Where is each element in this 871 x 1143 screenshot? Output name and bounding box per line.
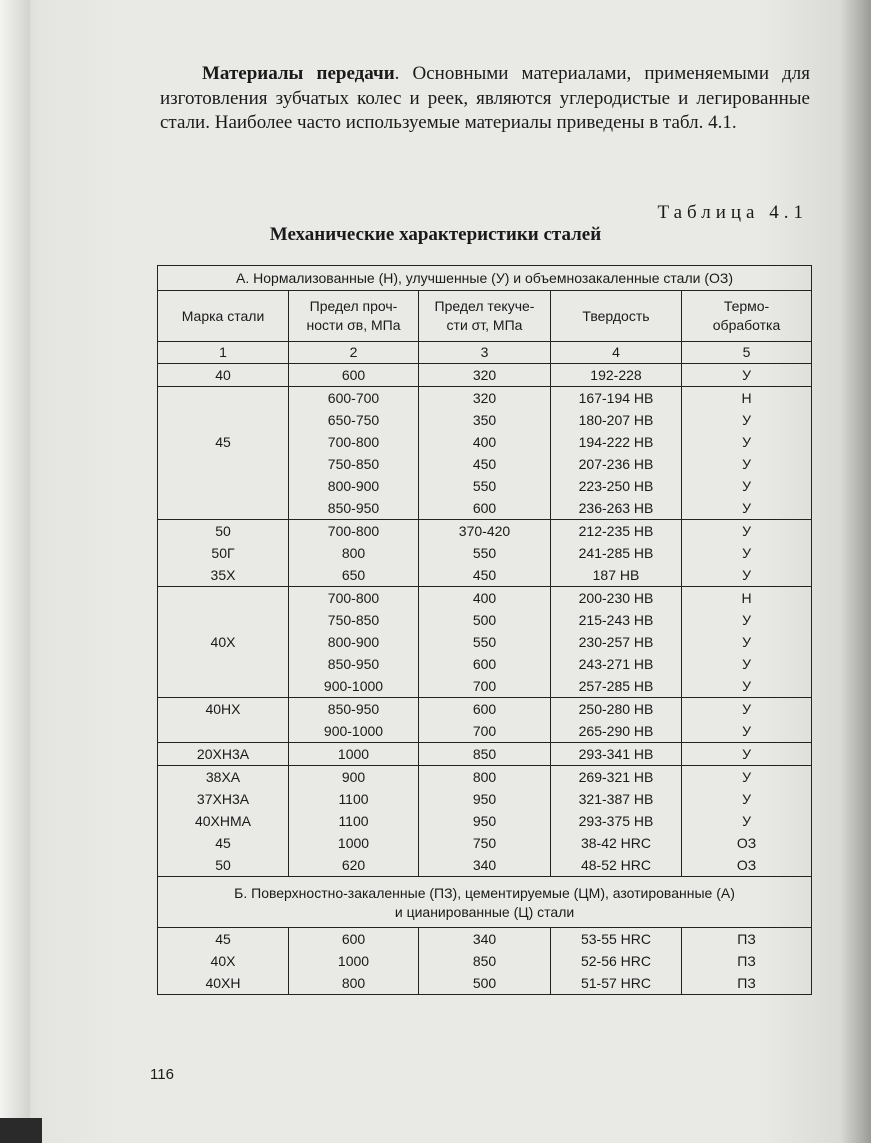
hardness-cell: 207-236 НВ bbox=[551, 453, 682, 475]
column-number: 3 bbox=[419, 342, 551, 364]
heat-treatment-cell: У bbox=[682, 810, 812, 832]
hardness-cell: 293-375 НВ bbox=[551, 810, 682, 832]
column-number: 4 bbox=[551, 342, 682, 364]
hardness-cell: 192-228 bbox=[551, 364, 682, 387]
table-row bbox=[158, 520, 812, 543]
heat-treatment-cell: У bbox=[682, 431, 812, 453]
heat-treatment-cell: У bbox=[682, 497, 812, 520]
hardness-cell: 250-280 НВ bbox=[551, 698, 682, 721]
column-header: Твердость bbox=[551, 291, 682, 342]
column-header: Марка стали bbox=[158, 291, 289, 342]
table-row bbox=[158, 698, 812, 721]
heat-treatment-cell: Н bbox=[682, 387, 812, 410]
steel-grade-cell: 40ХН bbox=[158, 972, 289, 995]
table-row bbox=[158, 928, 812, 951]
yield-strength-cell: 340 bbox=[419, 854, 551, 877]
tensile-strength-cell: 800 bbox=[289, 972, 419, 995]
hardness-cell: 180-207 НВ bbox=[551, 409, 682, 431]
tensile-strength-cell: 700-800 bbox=[289, 587, 419, 610]
table-row bbox=[158, 653, 812, 675]
steel-grade-cell: 35Х bbox=[158, 564, 289, 587]
yield-strength-cell: 600 bbox=[419, 698, 551, 721]
heat-treatment-cell: У bbox=[682, 409, 812, 431]
table-row bbox=[158, 542, 812, 564]
tensile-strength-cell: 750-850 bbox=[289, 609, 419, 631]
tensile-strength-cell: 620 bbox=[289, 854, 419, 877]
tensile-strength-cell: 700-800 bbox=[289, 520, 419, 543]
hardness-cell: 167-194 НВ bbox=[551, 387, 682, 410]
column-number: 5 bbox=[682, 342, 812, 364]
tensile-strength-cell: 800-900 bbox=[289, 631, 419, 653]
tensile-strength-cell: 800 bbox=[289, 542, 419, 564]
table-row bbox=[158, 453, 812, 475]
heat-treatment-cell: У bbox=[682, 609, 812, 631]
steel-grade-cell: 40НХ bbox=[158, 698, 289, 721]
hardness-cell: 53-55 HRC bbox=[551, 928, 682, 951]
heat-treatment-cell: У bbox=[682, 743, 812, 766]
column-header: Термо- обработка bbox=[682, 291, 812, 342]
hardness-cell: 236-263 НВ bbox=[551, 497, 682, 520]
steel-grade-cell bbox=[158, 720, 289, 743]
steel-grade-cell: 45 bbox=[158, 832, 289, 854]
tensile-strength-cell: 850-950 bbox=[289, 653, 419, 675]
heat-treatment-cell: ОЗ bbox=[682, 854, 812, 877]
yield-strength-cell: 340 bbox=[419, 928, 551, 951]
tensile-strength-cell: 600 bbox=[289, 364, 419, 387]
heat-treatment-cell: У bbox=[682, 788, 812, 810]
tensile-strength-cell: 1000 bbox=[289, 950, 419, 972]
hardness-cell: 321-387 НВ bbox=[551, 788, 682, 810]
tensile-strength-cell: 650-750 bbox=[289, 409, 419, 431]
table-row bbox=[158, 364, 812, 387]
hardness-cell: 52-56 HRC bbox=[551, 950, 682, 972]
tensile-strength-cell: 600-700 bbox=[289, 387, 419, 410]
steel-grade-cell bbox=[158, 497, 289, 520]
tensile-strength-cell: 1000 bbox=[289, 743, 419, 766]
steel-grade-cell: 50 bbox=[158, 520, 289, 543]
steel-grade-cell: 20ХН3А bbox=[158, 743, 289, 766]
yield-strength-cell: 700 bbox=[419, 720, 551, 743]
heat-treatment-cell: ПЗ bbox=[682, 950, 812, 972]
heat-treatment-cell: У bbox=[682, 720, 812, 743]
hardness-cell: 265-290 НВ bbox=[551, 720, 682, 743]
yield-strength-cell: 700 bbox=[419, 675, 551, 698]
column-number: 1 bbox=[158, 342, 289, 364]
tensile-strength-cell: 850-950 bbox=[289, 698, 419, 721]
yield-strength-cell: 550 bbox=[419, 475, 551, 497]
yield-strength-cell: 320 bbox=[419, 387, 551, 410]
paragraph-bold-lead: Материалы передачи bbox=[202, 63, 395, 84]
tensile-strength-cell: 800-900 bbox=[289, 475, 419, 497]
hardness-cell: 200-230 НВ bbox=[551, 587, 682, 610]
table-row bbox=[158, 497, 812, 520]
heat-treatment-cell: У bbox=[682, 766, 812, 789]
intro-paragraph bbox=[160, 62, 810, 136]
steel-grade-cell: 37ХН3А bbox=[158, 788, 289, 810]
yield-strength-cell: 350 bbox=[419, 409, 551, 431]
steel-grade-cell bbox=[158, 409, 289, 431]
tensile-strength-cell: 1100 bbox=[289, 810, 419, 832]
yield-strength-cell: 450 bbox=[419, 453, 551, 475]
steel-grade-cell: 40 bbox=[158, 364, 289, 387]
column-header: Предел текуче- сти σт, МПа bbox=[419, 291, 551, 342]
yield-strength-cell: 400 bbox=[419, 587, 551, 610]
page-number: 116 bbox=[150, 1066, 174, 1083]
table-row bbox=[158, 587, 812, 610]
steel-grade-cell bbox=[158, 453, 289, 475]
yield-strength-cell: 850 bbox=[419, 743, 551, 766]
hardness-cell: 243-271 НВ bbox=[551, 653, 682, 675]
table-number-label: Таблица 4.1 bbox=[657, 202, 808, 223]
yield-strength-cell: 600 bbox=[419, 497, 551, 520]
yield-strength-cell: 500 bbox=[419, 972, 551, 995]
table-row bbox=[158, 631, 812, 653]
column-number: 2 bbox=[289, 342, 419, 364]
hardness-cell: 38-42 HRC bbox=[551, 832, 682, 854]
tensile-strength-cell: 900-1000 bbox=[289, 720, 419, 743]
tensile-strength-cell: 850-950 bbox=[289, 497, 419, 520]
heat-treatment-cell: У bbox=[682, 475, 812, 497]
steel-grade-cell bbox=[158, 587, 289, 610]
table-row bbox=[158, 854, 812, 877]
table-row bbox=[158, 788, 812, 810]
heat-treatment-cell: У bbox=[682, 364, 812, 387]
section-a-row bbox=[158, 266, 812, 291]
yield-strength-cell: 320 bbox=[419, 364, 551, 387]
steel-grade-cell: 40Х bbox=[158, 631, 289, 653]
yield-strength-cell: 850 bbox=[419, 950, 551, 972]
steel-grade-cell: 45 bbox=[158, 928, 289, 951]
hardness-cell: 212-235 НВ bbox=[551, 520, 682, 543]
yield-strength-cell: 600 bbox=[419, 653, 551, 675]
page-binding bbox=[0, 0, 30, 1143]
table-row bbox=[158, 972, 812, 995]
table-row bbox=[158, 810, 812, 832]
heat-treatment-cell: ПЗ bbox=[682, 972, 812, 995]
table-row bbox=[158, 832, 812, 854]
paragraph-text: . Основными материалами, применяемыми для изготовления зубчатых колес и реек, являются углеродистые и легированные стали. Наиболее часто используемые материалы приведены в табл. 4.1. bbox=[160, 63, 810, 133]
hardness-cell: 187 НВ bbox=[551, 564, 682, 587]
table-row bbox=[158, 720, 812, 743]
tensile-strength-cell: 1000 bbox=[289, 832, 419, 854]
steel-grade-cell: 45 bbox=[158, 431, 289, 453]
yield-strength-cell: 550 bbox=[419, 542, 551, 564]
hardness-cell: 241-285 НВ bbox=[551, 542, 682, 564]
tensile-strength-cell: 700-800 bbox=[289, 431, 419, 453]
table-row bbox=[158, 766, 812, 789]
tensile-strength-cell: 650 bbox=[289, 564, 419, 587]
header-row bbox=[158, 291, 812, 342]
table-row bbox=[158, 387, 812, 410]
hardness-cell: 48-52 HRC bbox=[551, 854, 682, 877]
steel-grade-cell bbox=[158, 609, 289, 631]
steel-grade-cell: 40ХНМА bbox=[158, 810, 289, 832]
steel-grade-cell bbox=[158, 675, 289, 698]
table-row bbox=[158, 564, 812, 587]
hardness-cell: 257-285 НВ bbox=[551, 675, 682, 698]
tensile-strength-cell: 900 bbox=[289, 766, 419, 789]
tensile-strength-cell: 1100 bbox=[289, 788, 419, 810]
table-row bbox=[158, 431, 812, 453]
steel-grade-cell: 40Х bbox=[158, 950, 289, 972]
yield-strength-cell: 950 bbox=[419, 788, 551, 810]
steel-grade-cell: 38ХА bbox=[158, 766, 289, 789]
table-row bbox=[158, 409, 812, 431]
hardness-cell: 230-257 НВ bbox=[551, 631, 682, 653]
heat-treatment-cell: У bbox=[682, 675, 812, 698]
heat-treatment-cell: ПЗ bbox=[682, 928, 812, 951]
column-number-row bbox=[158, 342, 812, 364]
hardness-cell: 51-57 HRC bbox=[551, 972, 682, 995]
steel-grade-cell: 50 bbox=[158, 854, 289, 877]
yield-strength-cell: 500 bbox=[419, 609, 551, 631]
heat-treatment-cell: У bbox=[682, 631, 812, 653]
heat-treatment-cell: У bbox=[682, 542, 812, 564]
hardness-cell: 194-222 НВ bbox=[551, 431, 682, 453]
steel-grade-cell bbox=[158, 475, 289, 497]
table-row bbox=[158, 743, 812, 766]
yield-strength-cell: 800 bbox=[419, 766, 551, 789]
yield-strength-cell: 750 bbox=[419, 832, 551, 854]
table-body bbox=[158, 266, 812, 995]
steel-grade-cell: 50Г bbox=[158, 542, 289, 564]
hardness-cell: 215-243 НВ bbox=[551, 609, 682, 631]
hardness-cell: 293-341 НВ bbox=[551, 743, 682, 766]
yield-strength-cell: 370-420 bbox=[419, 520, 551, 543]
hardness-cell: 269-321 НВ bbox=[551, 766, 682, 789]
column-header: Предел проч- ности σв, МПа bbox=[289, 291, 419, 342]
heat-treatment-cell: У bbox=[682, 520, 812, 543]
section-a-title: А. Нормализованные (Н), улучшенные (У) и объемнозакаленные стали (ОЗ) bbox=[158, 266, 812, 291]
table-row bbox=[158, 675, 812, 698]
tensile-strength-cell: 900-1000 bbox=[289, 675, 419, 698]
tensile-strength-cell: 600 bbox=[289, 928, 419, 951]
section-b-row bbox=[158, 877, 812, 928]
heat-treatment-cell: Н bbox=[682, 587, 812, 610]
section-b-title: Б. Поверхностно-закаленные (ПЗ), цементируемые (ЦМ), азотированные (А) и цианированные (Ц) стали bbox=[158, 877, 812, 928]
yield-strength-cell: 550 bbox=[419, 631, 551, 653]
heat-treatment-cell: У bbox=[682, 564, 812, 587]
page-corner bbox=[0, 1118, 42, 1143]
steel-grade-cell bbox=[158, 653, 289, 675]
yield-strength-cell: 400 bbox=[419, 431, 551, 453]
yield-strength-cell: 450 bbox=[419, 564, 551, 587]
heat-treatment-cell: ОЗ bbox=[682, 832, 812, 854]
table-row bbox=[158, 950, 812, 972]
steel-properties-table bbox=[157, 265, 812, 995]
heat-treatment-cell: У bbox=[682, 653, 812, 675]
heat-treatment-cell: У bbox=[682, 698, 812, 721]
table-row bbox=[158, 475, 812, 497]
table-title: Механические характеристики сталей bbox=[269, 224, 602, 245]
hardness-cell: 223-250 НВ bbox=[551, 475, 682, 497]
steel-grade-cell bbox=[158, 387, 289, 410]
yield-strength-cell: 950 bbox=[419, 810, 551, 832]
tensile-strength-cell: 750-850 bbox=[289, 453, 419, 475]
table-row bbox=[158, 609, 812, 631]
heat-treatment-cell: У bbox=[682, 453, 812, 475]
